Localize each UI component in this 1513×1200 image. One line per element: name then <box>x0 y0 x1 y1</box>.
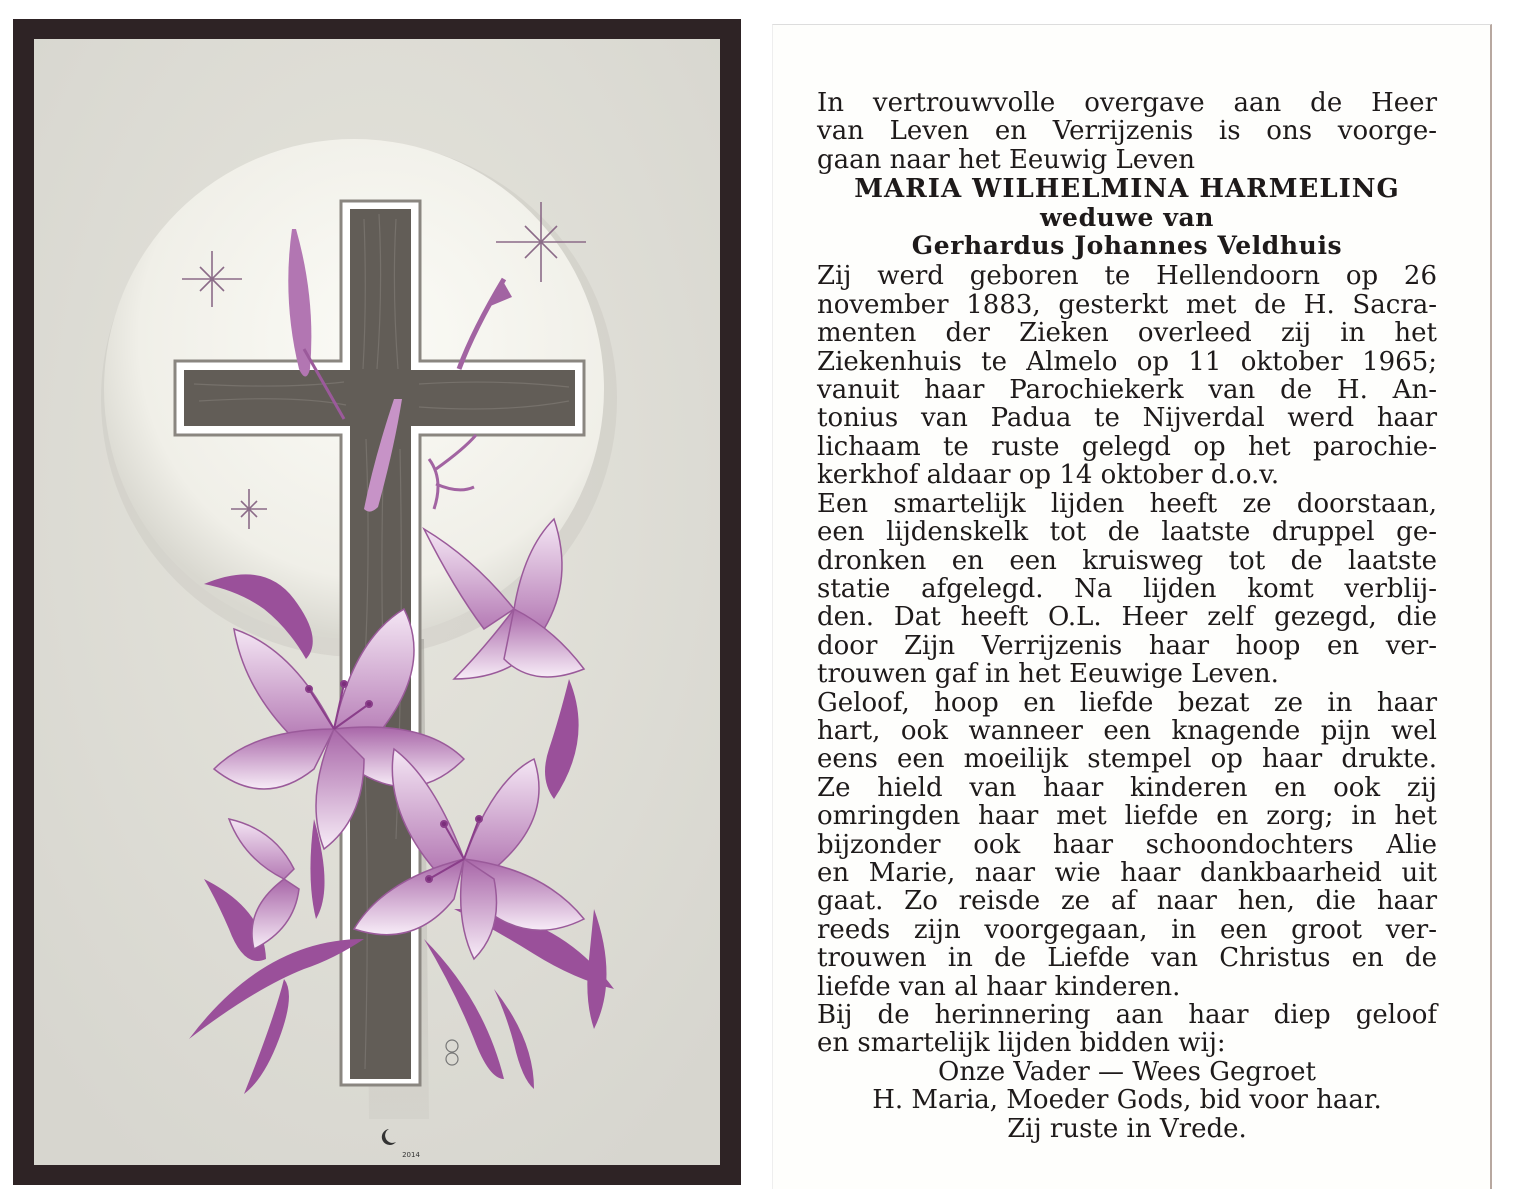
suffering-paragraph <box>817 490 1437 689</box>
text-line: hart, ook wanneer een knagende pijn wel <box>817 715 1437 746</box>
prayer-line: Onze Vader — Wees Gegroet <box>938 1056 1316 1087</box>
text-line: dronken en een kruisweg tot de laatste <box>817 545 1437 576</box>
text-line: trouwen gaf in het Eeuwige Leven. <box>817 659 1279 690</box>
text-line: Een smartelijk lijden heeft ze doorstaan, <box>817 488 1437 519</box>
text-line: omringden haar met liefde en zorg; in het <box>817 801 1437 832</box>
prayer-intro-paragraph <box>817 1001 1437 1058</box>
text-line: van Leven en Verrijzenis is ons voorge- <box>817 116 1437 147</box>
text-line: en Marie, naar wie haar dankbaarheid uit <box>817 857 1437 888</box>
illustration-panel <box>34 39 720 1165</box>
text-line: trouwen in de Liefde van Christus en de <box>817 943 1437 974</box>
text-line: den. Dat heeft O.L. Heer zelf gezegd, die <box>817 602 1437 633</box>
text-line: eens een moeilijk stempel op haar drukte. <box>817 744 1437 775</box>
cross-lilies-illustration <box>34 39 720 1165</box>
printer-number: 2014 <box>402 1151 420 1159</box>
text-line: tonius van Padua te Nijverdal werd haar <box>817 403 1437 434</box>
text-line: en smartelijk lijden bidden wij: <box>817 1028 1226 1059</box>
biography-paragraph <box>817 262 1437 489</box>
text-line: vanuit haar Parochiekerk van de H. An- <box>817 375 1437 406</box>
name-block <box>817 175 1437 260</box>
intro-paragraph <box>817 89 1437 174</box>
faith-paragraph <box>817 689 1437 1001</box>
text-line: lichaam te ruste gelegd op het parochie- <box>817 431 1437 462</box>
text-line: gaat. Zo reisde ze af naar hen, die haar <box>817 886 1437 917</box>
memorial-text <box>817 89 1437 1143</box>
text-line: Geloof, hoop en liefde bezat ze in haar <box>817 687 1437 718</box>
text-line: statie afgelegd. Na lijden komt verblij- <box>817 573 1437 604</box>
relation-text: weduwe van <box>1039 202 1215 232</box>
text-line: Bij de herinnering aan haar diep geloof <box>817 1000 1437 1030</box>
text-line: menten der Zieken overleed zij in het <box>817 318 1437 349</box>
text-line: Ziekenhuis te Almelo op 11 oktober 1965; <box>817 346 1437 377</box>
closing-prayers <box>817 1058 1437 1143</box>
text-line: november 1883, gesterkt met de H. Sacra- <box>817 289 1437 320</box>
text-line: liefde van al haar kinderen. <box>817 971 1181 1002</box>
text-line: gaan naar het Eeuwig Leven <box>817 144 1196 175</box>
deceased-name: MARIA WILHELMINA HARMELING <box>854 174 1400 205</box>
text-line: reeds zijn voorgegaan, in een groot ver- <box>817 914 1437 945</box>
text-line: Zij werd geboren te Hellendoorn op 26 <box>817 261 1437 292</box>
text-line: een lijdenskelk tot de laatste druppel ge- <box>817 517 1437 548</box>
spouse-name: Gerhardus Johannes Veldhuis <box>911 231 1343 261</box>
prayer-line: H. Maria, Moeder Gods, bid voor haar. <box>872 1085 1382 1116</box>
text-line: bijzonder ook haar schoondochters Alie <box>817 829 1437 860</box>
text-line: door Zijn Verrijzenis haar hoop en ver- <box>817 630 1437 661</box>
text-line: Ze hield van haar kinderen en ook zij <box>817 772 1437 803</box>
back-card-text <box>772 24 1492 1189</box>
text-line: In vertrouwvolle overgave aan de Heer <box>817 88 1437 118</box>
front-card <box>13 19 741 1185</box>
text-line: kerkhof aldaar op 14 oktober d.o.v. <box>817 460 1280 491</box>
rest-in-peace-line: Zij ruste in Vrede. <box>1007 1113 1247 1144</box>
